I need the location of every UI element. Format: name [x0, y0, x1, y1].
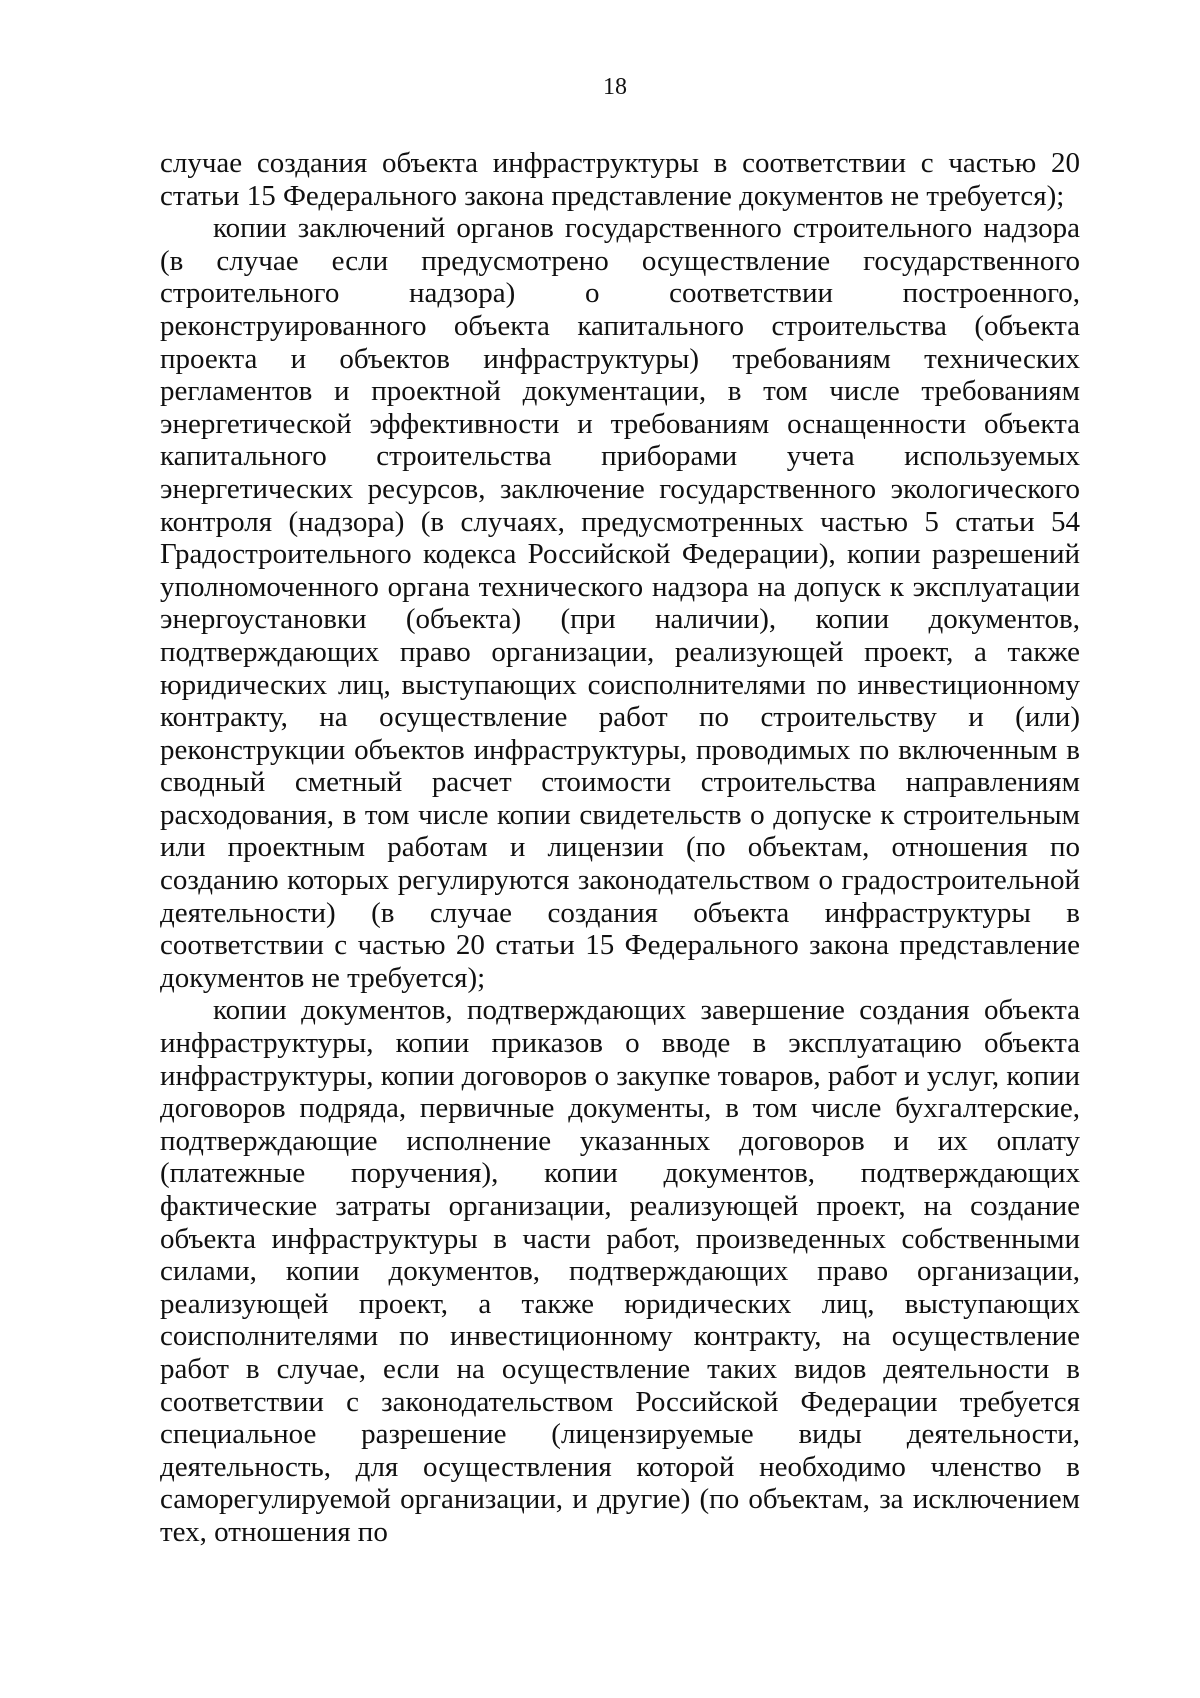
- paragraph-conclusions-copies: копии заключений органов государственного строительного надзора (в случае если предусмотрено осуществление государственного строительного надзора) о соответствии построенного, реконструированного объекта капитального строительства (объекта проекта и объектов инфраструктуры) требованиям технических регламентов и проектной документации, в том числе требованиям энергетической эффективности и требованиям оснащенности объекта капитального строительства приборами учета используемых энергетических ресурсов, заключение государственного экологического контроля (надзора) (в случаях, предусмотренных частью 5 статьи 54 Градостроительного кодекса Российской Федерации), копии разрешений уполномоченного органа технического надзора на допуск к эксплуатации энергоустановки (объекта) (при наличии), копии документов, подтверждающих право организации, реализующей проект, а также юридических лиц, выступающих соисполнителями по инвестиционному контракту, на осуществление работ по строительству и (или) реконструкции объектов инфраструктуры, проводимых по включенным в сводный сметный расчет стоимости строительства направлениям расходования, в том числе копии свидетельств о допуске к строительным или проектным работам и лицензии (по объектам, отношения по созданию которых регулируются законодательством о градостроительной деятельности) (в случае создания объекта инфраструктуры в соответствии с частью 20 статьи 15 Федерального закона представление документов не требуется);: [160, 212, 1080, 994]
- page-number: 18: [603, 74, 627, 100]
- paragraph-completion-documents: копии документов, подтверждающих завершение создания объекта инфраструктуры, копии приказов о вводе в эксплуатацию объекта инфраструктуры, копии договоров о закупке товаров, работ и услуг, копии договоров подряда, первичные документы, в том числе бухгалтерские, подтверждающие исполнение указанных договоров и их оплату (платежные поручения), копии документов, подтверждающих фактические затраты организации, реализующей проект, на создание объекта инфраструктуры в части работ, произведенных собственными силами, копии документов, подтверждающих право организации, реализующей проект, а также юридических лиц, выступающих соисполнителями по инвестиционному контракту, на осуществление работ в случае, если на осуществление таких видов деятельности в соответствии с законодательством Российской Федерации требуется специальное разрешение (лицензируемые виды деятельности, деятельность, для осуществления которой необходимо членство в саморегулируемой организации, и другие) (по объектам, за исключением тех, отношения по: [160, 994, 1080, 1548]
- document-body: [160, 147, 1080, 1549]
- paragraph-continuation: случае создания объекта инфраструктуры в соответствии с частью 20 статьи 15 Федерального закона представление документов не требуется);: [160, 147, 1080, 212]
